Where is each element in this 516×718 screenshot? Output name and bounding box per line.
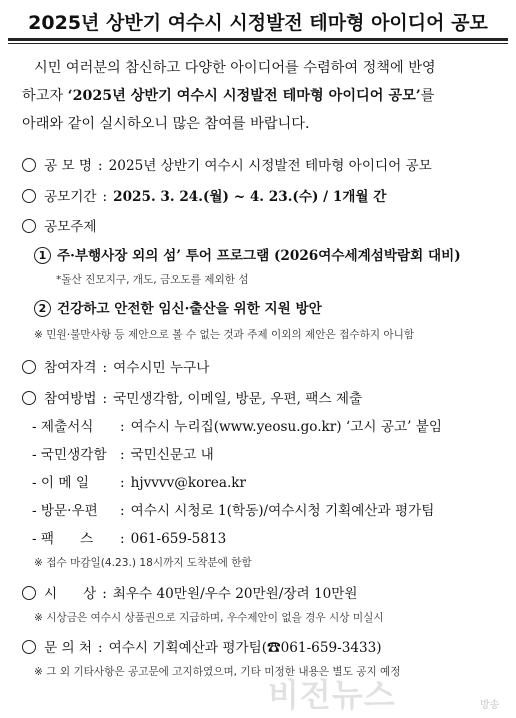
intro-contest-name: ‘2025년 상반기 여수시 시정발전 테마형 아이디어 공모’: [67, 88, 421, 104]
method-form: - 제출서식 : 여수시 누리집(www.yeosu.go.kr) ‘고시 공고’ 붙임: [32, 419, 442, 435]
topic-1-note: *돌산 진모지구, 개도, 금오도를 제외한 섬: [56, 274, 249, 286]
page-title: 2025년 상반기 여수시 시정발전 테마형 아이디어 공모: [28, 12, 488, 34]
circle-bullet-icon: [22, 189, 36, 203]
intro-paragraph: [22, 54, 498, 138]
circle-bullet-icon: [22, 586, 36, 600]
item-eligibility: 참여자격 : 여수시민 누구나: [22, 356, 209, 376]
circle-bullet-icon: [22, 219, 36, 233]
title-divider-thin: [8, 43, 508, 44]
circle-bullet-icon: [22, 391, 36, 405]
other-note: ※ 그 외 기타사항은 공고문에 고지하였으며, 기타 미정한 내용은 별도 공지 예정: [34, 666, 401, 678]
item-theme: 공모주제: [22, 215, 97, 235]
intro-line-3: 아래와 같이 실시하오니 많은 참여를 바랍니다.: [22, 116, 310, 132]
watermark-sub: 방송: [480, 700, 500, 711]
theme-topic-2: 2 건강하고 안전한 임신·출산을 위한 지원 방안: [34, 297, 322, 317]
circle-bullet-icon: [22, 360, 36, 374]
circle-bullet-icon: [22, 640, 36, 654]
method-visit: - 방문·우편 : 여수시 시청로 1(학동)/여수시청 기획예산과 평가팀: [32, 503, 435, 519]
prize-note: ※ 시상금은 여수시 상품권으로 지급하며, 우수제안이 없을 경우 시상 미실시: [34, 612, 384, 624]
theme-topic-1: 1 주·부행사장 외의 섬’ 투어 프로그램 (2026여수세계섬박람회 대비): [34, 244, 461, 264]
news-watermark: 비전뉴스: [268, 676, 396, 714]
title-divider-thick: [8, 38, 508, 41]
item-label: 공 모 명: [44, 158, 93, 174]
topic-2-note: ※ 민원·불만사항 등 제안으로 볼 수 없는 것과 주제 이외의 제안은 접수하지 아니함: [34, 329, 415, 341]
method-email: - 이 메 일 : hjvvvv@korea.kr: [32, 475, 247, 491]
intro-line-2-pre: 하고자: [22, 88, 68, 104]
item-contact: 문 의 처 : 여수시 기획예산과 평가팀(☎061-659-3433): [22, 636, 382, 656]
intro-line-1: 시민 여러분의 참신하고 다양한 아이디어를 수렴하여 정책에 반영: [34, 60, 436, 76]
intro-line-2-post: 를: [420, 88, 435, 104]
item-prize: 시 상 : 최우수 40만원/우수 20만원/장려 10만원: [22, 582, 358, 602]
circled-number-icon: 2: [34, 300, 51, 317]
item-method: 참여방법 : 국민생각함, 이메일, 방문, 우편, 팩스 제출: [22, 387, 362, 407]
method-fax: - 팩 스 : 061-659-5813: [32, 531, 227, 547]
item-period: 공모기간 : 2025. 3. 24.(월) ~ 4. 23.(수) / 1개월 간: [22, 185, 386, 205]
deadline-note: ※ 접수 마감일(4.23.) 18시까지 도착분에 한함: [34, 557, 252, 569]
circled-number-icon: 1: [34, 247, 51, 264]
circle-bullet-icon: [22, 158, 36, 172]
email-address: hjvvvv@korea.kr: [130, 475, 247, 491]
item-value: 2025년 상반기 여수시 시정발전 테마형 아이디어 공모: [108, 158, 432, 174]
item-contest-name: 공 모 명 : 2025년 상반기 여수시 시정발전 테마형 아이디어 공모: [22, 154, 432, 174]
method-portal: - 국민생각함 : 국민신문고 내: [32, 447, 214, 463]
period-value: 2025. 3. 24.(월) ~ 4. 23.(수) / 1개월 간: [113, 189, 387, 205]
